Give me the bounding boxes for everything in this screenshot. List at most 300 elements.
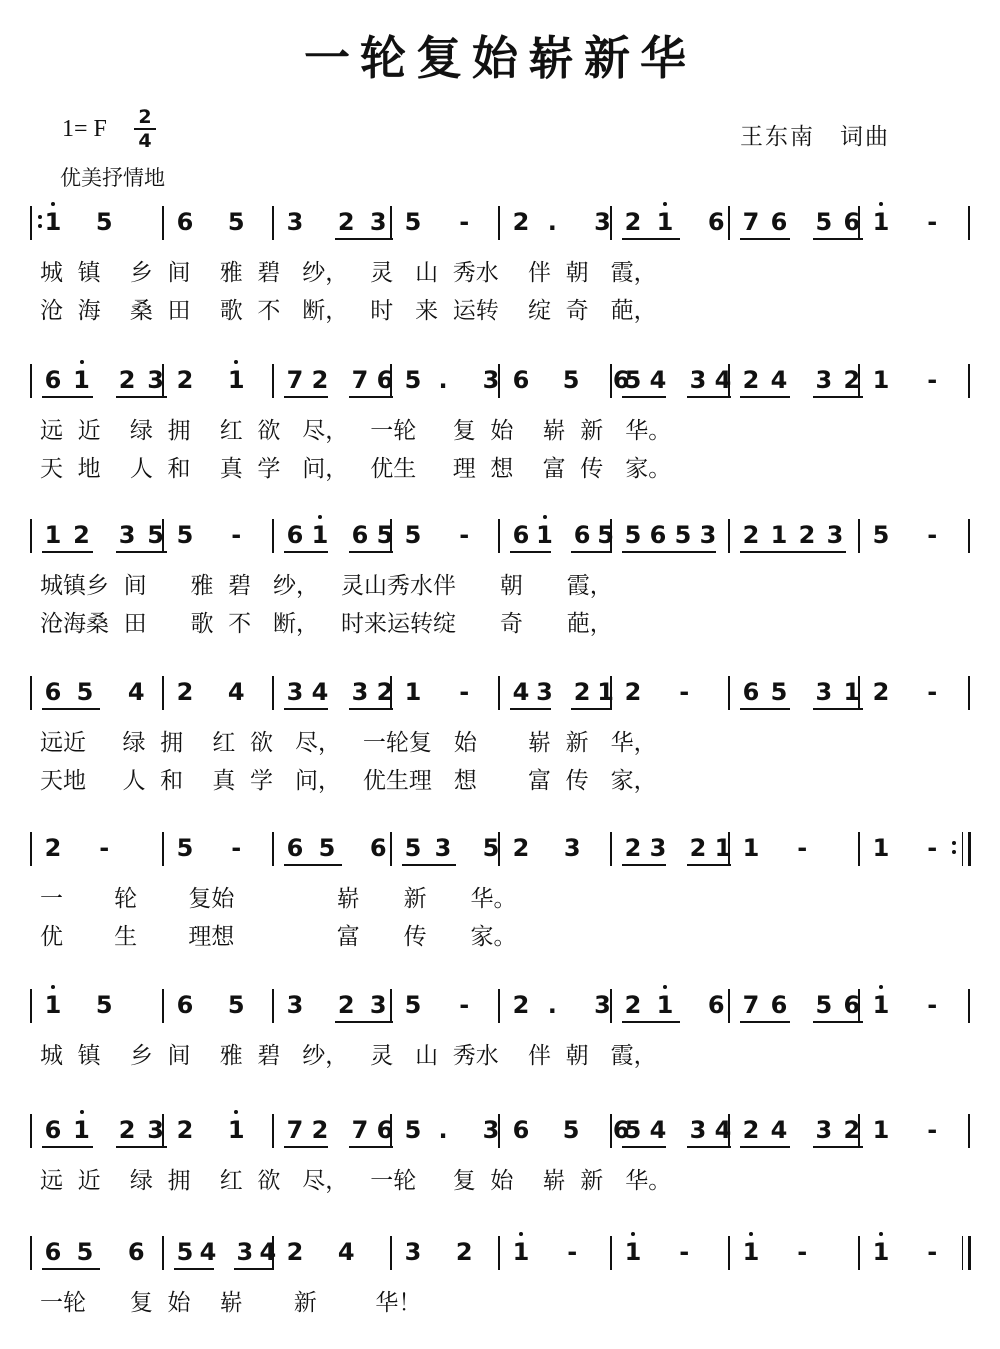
eighth-underline — [571, 551, 612, 553]
note: 2 — [286, 1238, 304, 1266]
note: 3 — [594, 208, 611, 236]
note: 5 — [674, 521, 692, 549]
eighth-underline — [284, 551, 328, 553]
note: 5 — [404, 366, 422, 394]
bar-line — [968, 676, 970, 710]
eighth-underline — [349, 396, 393, 398]
bar-line — [390, 1236, 392, 1270]
lyric-line: 远 近 绿 拥 红 欲 尽， 一轮 复 始 崭 新 华。 — [40, 1168, 672, 1194]
eighth-underline — [813, 1021, 863, 1023]
note: 3 — [594, 991, 611, 1019]
note: 3 — [536, 678, 553, 706]
score-system — [0, 975, 1000, 1105]
bar-line — [858, 519, 860, 553]
score-system — [0, 818, 1000, 948]
note: 6 — [351, 521, 369, 549]
note: 5 — [318, 834, 336, 862]
bar-line — [968, 364, 970, 398]
note: 2 — [742, 521, 760, 549]
eighth-underline — [622, 238, 680, 240]
bar-line — [272, 676, 274, 710]
high-octave-dot — [318, 515, 322, 519]
score-system — [0, 505, 1000, 635]
note: 3 — [815, 678, 833, 706]
note: 3 — [434, 834, 452, 862]
note: 5 — [147, 521, 164, 549]
bar-line — [858, 1236, 860, 1270]
dash-note: - — [459, 521, 470, 549]
eighth-underline — [571, 708, 612, 710]
note: 3 — [699, 521, 717, 549]
eighth-underline — [116, 551, 167, 553]
note: 5 — [95, 208, 113, 236]
note: 6 — [376, 366, 394, 394]
final-bar-thin — [962, 832, 963, 866]
dash-note: - — [679, 1238, 690, 1266]
note: 6 — [127, 1238, 145, 1266]
bar-line — [30, 1114, 32, 1148]
bar-line — [610, 832, 612, 866]
dash-note: - — [459, 678, 470, 706]
lyric-line: 天 地 人 和 真 学 问， 优生 理 想 富 传 家。 — [40, 456, 672, 482]
bar-line — [390, 206, 392, 240]
note: 2 — [843, 1116, 861, 1144]
note: 1 — [870, 208, 892, 236]
note: 3 — [815, 366, 833, 394]
high-octave-dot — [234, 1110, 238, 1114]
bar-line — [968, 1236, 971, 1270]
dash-note: - — [927, 834, 938, 862]
note: 1 — [534, 521, 556, 549]
high-octave-dot — [519, 1232, 523, 1236]
note: 2 — [624, 834, 642, 862]
note: 6 — [649, 521, 667, 549]
note: 6 — [843, 991, 861, 1019]
note: 4 — [714, 366, 732, 394]
high-octave-dot — [51, 202, 55, 206]
note: 5 — [815, 208, 833, 236]
eighth-underline — [234, 1268, 274, 1270]
dash-note: - — [927, 991, 938, 1019]
eighth-underline — [349, 551, 393, 553]
note: 5 — [624, 366, 642, 394]
note: 3 — [147, 1116, 164, 1144]
note: 6 — [44, 1116, 62, 1144]
note: 6 — [44, 678, 62, 706]
note: 2 — [742, 1116, 760, 1144]
eighth-underline — [510, 551, 551, 553]
eighth-underline — [813, 1146, 863, 1148]
bar-line — [162, 206, 164, 240]
eighth-underline — [813, 708, 863, 710]
note: 5 — [76, 1238, 94, 1266]
dash-note: - — [99, 834, 110, 862]
high-octave-dot — [663, 985, 667, 989]
eighth-underline — [622, 864, 666, 866]
note: 6 — [176, 991, 194, 1019]
note: 2 — [176, 366, 194, 394]
key-signature: 1= F — [62, 116, 107, 142]
note: 6 — [707, 208, 725, 236]
note: 1 — [597, 678, 614, 706]
note: 1 — [714, 834, 732, 862]
note: 3 — [815, 1116, 833, 1144]
eighth-underline — [740, 708, 790, 710]
note: 2 — [689, 834, 707, 862]
note: 2 — [512, 208, 530, 236]
note: 5 — [482, 834, 500, 862]
lyric-line: 远近 绿 拥 红 欲 尽， 一轮复 始 崭 新 华， — [40, 730, 657, 756]
high-octave-dot — [543, 515, 547, 519]
bar-line — [272, 519, 274, 553]
bar-line — [30, 832, 32, 866]
bar-line — [30, 1236, 32, 1270]
eighth-underline — [335, 238, 393, 240]
eighth-underline — [174, 1268, 214, 1270]
note: 5 — [227, 208, 245, 236]
dash-note: - — [927, 1116, 938, 1144]
song-title: 一轮复始崭新华 — [304, 31, 696, 85]
note: 5 — [404, 208, 422, 236]
score-system — [0, 192, 1000, 322]
high-octave-dot — [749, 1232, 753, 1236]
note: 5 — [872, 521, 890, 549]
score-system — [0, 662, 1000, 792]
bar-line — [272, 206, 274, 240]
high-octave-dot — [80, 1110, 84, 1114]
lyric-line: 天地 人 和 真 学 问， 优生理 想 富 传 家， — [40, 768, 657, 794]
bar-line — [498, 989, 500, 1023]
note: 6 — [770, 991, 788, 1019]
note: 3 — [563, 834, 581, 862]
meter-denominator: 4 — [134, 128, 156, 152]
eighth-underline — [622, 396, 666, 398]
eighth-underline — [740, 1146, 790, 1148]
note: 2 — [624, 678, 642, 706]
bar-line — [272, 364, 274, 398]
bar-line — [162, 676, 164, 710]
bar-line — [728, 676, 730, 710]
bar-line — [272, 832, 274, 866]
note: 2 — [742, 366, 760, 394]
bar-line — [30, 206, 32, 240]
eighth-underline — [740, 238, 790, 240]
lyric-line: 一 轮 复始 崭 新 华。 — [40, 886, 517, 912]
note: 6 — [512, 1116, 530, 1144]
dash-note: - — [567, 1238, 578, 1266]
note: 6 — [512, 366, 530, 394]
bar-line — [498, 1236, 500, 1270]
eighth-underline — [740, 1021, 790, 1023]
note: 5 — [562, 366, 580, 394]
note: 1 — [42, 991, 64, 1019]
high-octave-dot — [631, 1232, 635, 1236]
note: 6 — [176, 208, 194, 236]
note: 4 — [337, 1238, 355, 1266]
note: 2 — [118, 1116, 136, 1144]
note: 3 — [369, 991, 387, 1019]
lyric-line: 优 生 理想 富 传 家。 — [40, 924, 517, 950]
bar-line — [968, 206, 970, 240]
note: 2 — [311, 366, 329, 394]
bar-line — [968, 519, 970, 553]
bar-line — [272, 989, 274, 1023]
note: 2 — [337, 208, 355, 236]
note: 2 — [337, 991, 355, 1019]
repeat-end-dots — [952, 836, 956, 859]
dash-note: - — [927, 678, 938, 706]
note: 6 — [512, 521, 530, 549]
dash-note: - — [927, 1238, 938, 1266]
eighth-underline — [349, 1146, 393, 1148]
note: 3 — [147, 366, 164, 394]
note: 4 — [127, 678, 145, 706]
note: 4 — [227, 678, 245, 706]
note: 5 — [815, 991, 833, 1019]
note: 5 — [562, 1116, 580, 1144]
note: 5 — [76, 678, 94, 706]
eighth-underline — [813, 238, 863, 240]
note: 3 — [689, 366, 707, 394]
note: 1 — [654, 991, 676, 1019]
bar-line — [162, 1236, 164, 1270]
lyric-line: 沧 海 桑 田 歌 不 断， 时 来 运转 绽 奇 葩， — [40, 298, 657, 324]
note: 4 — [259, 1238, 277, 1266]
note: 1 — [770, 521, 788, 549]
note: 3 — [351, 678, 369, 706]
bar-line — [272, 1114, 274, 1148]
note: 5 — [176, 521, 194, 549]
note: 4 — [649, 366, 667, 394]
note: 5 — [404, 521, 422, 549]
bar-line — [498, 206, 500, 240]
note: 1 — [225, 1116, 247, 1144]
note: 3 — [236, 1238, 254, 1266]
bar-line — [30, 364, 32, 398]
eighth-underline — [284, 396, 328, 398]
note: 6 — [707, 991, 725, 1019]
note: 2 — [798, 521, 816, 549]
note: 7 — [286, 1116, 304, 1144]
note: 5 — [624, 1116, 642, 1144]
note: 2 — [843, 366, 861, 394]
note: 2 — [176, 1116, 194, 1144]
note: 2 — [512, 834, 530, 862]
note: 3 — [482, 1116, 500, 1144]
note: 6 — [286, 521, 304, 549]
dash-note: - — [797, 834, 808, 862]
lyric-line: 远 近 绿 拥 红 欲 尽， 一轮 复 始 崭 新 华。 — [40, 418, 672, 444]
note: 1 — [309, 521, 331, 549]
note: 3 — [826, 521, 844, 549]
note: 2 — [872, 678, 890, 706]
note: 7 — [351, 1116, 369, 1144]
note: 7 — [742, 208, 760, 236]
note: 5 — [624, 521, 642, 549]
bar-line — [30, 989, 32, 1023]
note: 1 — [872, 834, 890, 862]
eighth-underline — [335, 1021, 393, 1023]
note: 3 — [286, 991, 304, 1019]
lyric-line: 一轮 复 始 崭 新 华！ — [40, 1290, 422, 1316]
eighth-underline — [740, 551, 846, 553]
dash-note: - — [797, 1238, 808, 1266]
note: 2 — [624, 991, 642, 1019]
dash-note: - — [927, 208, 938, 236]
lyric-line: 城镇乡 间 雅 碧 纱， 灵山秀水伴 朝 霞， — [40, 573, 613, 599]
note: 1 — [42, 208, 64, 236]
note: 1 — [872, 366, 890, 394]
dash-note: - — [927, 521, 938, 549]
note: 4 — [770, 366, 788, 394]
bar-line — [498, 519, 500, 553]
note: 2 — [73, 521, 90, 549]
note: 1 — [740, 1238, 762, 1266]
eighth-underline — [42, 1268, 100, 1270]
eighth-underline — [42, 551, 93, 553]
note: 5 — [95, 991, 113, 1019]
note: 6 — [770, 208, 788, 236]
high-octave-dot — [51, 985, 55, 989]
note: 2 — [176, 678, 194, 706]
bar-line — [390, 832, 392, 866]
eighth-underline — [813, 396, 863, 398]
score-system — [0, 1100, 1000, 1230]
note: 2 — [573, 678, 591, 706]
note: 1 — [404, 678, 422, 706]
high-octave-dot — [879, 1232, 883, 1236]
note: 1 — [870, 1238, 892, 1266]
note: 1 — [510, 1238, 532, 1266]
note: 3 — [649, 834, 667, 862]
bar-line — [858, 832, 860, 866]
bar-line — [498, 676, 500, 710]
note: 1 — [872, 1116, 890, 1144]
lyric-line: 城 镇 乡 间 雅 碧 纱， 灵 山 秀水 伴 朝 霞， — [40, 260, 657, 286]
eighth-underline — [402, 864, 456, 866]
note: . — [438, 366, 448, 394]
bar-line — [162, 989, 164, 1023]
dash-note: - — [231, 521, 242, 549]
meter-numerator: 2 — [138, 106, 152, 128]
bar-line — [968, 1114, 970, 1148]
note: 6 — [369, 834, 387, 862]
bar-line — [728, 519, 730, 553]
note: . — [438, 1116, 448, 1144]
note: 6 — [286, 834, 304, 862]
note: 6 — [44, 366, 62, 394]
note: 5 — [404, 834, 422, 862]
eighth-underline — [116, 396, 167, 398]
eighth-underline — [284, 708, 328, 710]
bar-line — [610, 1236, 612, 1270]
note: 1 — [654, 208, 676, 236]
note: 3 — [689, 1116, 707, 1144]
note: 5 — [770, 678, 788, 706]
high-octave-dot — [234, 360, 238, 364]
note: 4 — [512, 678, 530, 706]
note: 3 — [482, 366, 500, 394]
note: 4 — [649, 1116, 667, 1144]
dash-note: - — [927, 366, 938, 394]
bar-line — [30, 519, 32, 553]
note: 5 — [404, 1116, 422, 1144]
note: 2 — [44, 834, 62, 862]
note: 3 — [369, 208, 387, 236]
note: 6 — [843, 208, 861, 236]
bar-line — [162, 832, 164, 866]
note: . — [547, 208, 557, 236]
eighth-underline — [42, 708, 100, 710]
note: 4 — [770, 1116, 788, 1144]
time-signature — [134, 106, 156, 152]
note: 2 — [455, 1238, 473, 1266]
bar-line — [968, 832, 971, 866]
note: 2 — [118, 366, 136, 394]
lyric-line: 沧海桑 田 歌 不 断， 时来运转绽 奇 葩， — [40, 611, 613, 637]
score-system — [0, 1222, 1000, 1349]
note: 3 — [286, 208, 304, 236]
note: 2 — [311, 1116, 329, 1144]
eighth-underline — [510, 708, 551, 710]
bar-line — [968, 989, 970, 1023]
note: 2 — [512, 991, 530, 1019]
note: 1 — [71, 366, 93, 394]
note: . — [547, 991, 557, 1019]
note: 6 — [376, 1116, 394, 1144]
note: 1 — [843, 678, 861, 706]
note: 1 — [742, 834, 760, 862]
note: 1 — [870, 991, 892, 1019]
note: 7 — [286, 366, 304, 394]
eighth-underline — [687, 396, 731, 398]
eighth-underline — [349, 708, 393, 710]
dash-note: - — [231, 834, 242, 862]
note: 5 — [176, 834, 194, 862]
final-bar-thin — [962, 1236, 963, 1270]
eighth-underline — [622, 1021, 680, 1023]
bar-line — [390, 989, 392, 1023]
note: 4 — [199, 1238, 217, 1266]
eighth-underline — [284, 864, 342, 866]
note: 5 — [176, 1238, 194, 1266]
note: 7 — [351, 366, 369, 394]
dash-note: - — [459, 208, 470, 236]
bar-line — [728, 989, 730, 1023]
note: 2 — [624, 208, 642, 236]
note: 5 — [597, 521, 614, 549]
note: 3 — [118, 521, 136, 549]
dash-note: - — [459, 991, 470, 1019]
score-system — [0, 350, 1000, 480]
bar-line — [30, 676, 32, 710]
note: 5 — [376, 521, 394, 549]
tempo-marking: 优美抒情地 — [60, 166, 165, 190]
eighth-underline — [42, 396, 93, 398]
note: 6 — [612, 1116, 630, 1144]
high-octave-dot — [663, 202, 667, 206]
lyric-line: 城 镇 乡 间 雅 碧 纱， 灵 山 秀水 伴 朝 霞， — [40, 1043, 657, 1069]
note: 5 — [404, 991, 422, 1019]
note: 5 — [227, 991, 245, 1019]
composer-credit: 王东南 词曲 — [740, 124, 890, 150]
note: 6 — [573, 521, 591, 549]
note: 1 — [225, 366, 247, 394]
eighth-underline — [42, 1146, 93, 1148]
eighth-underline — [622, 1146, 666, 1148]
note: 6 — [44, 1238, 62, 1266]
note: 1 — [44, 521, 62, 549]
